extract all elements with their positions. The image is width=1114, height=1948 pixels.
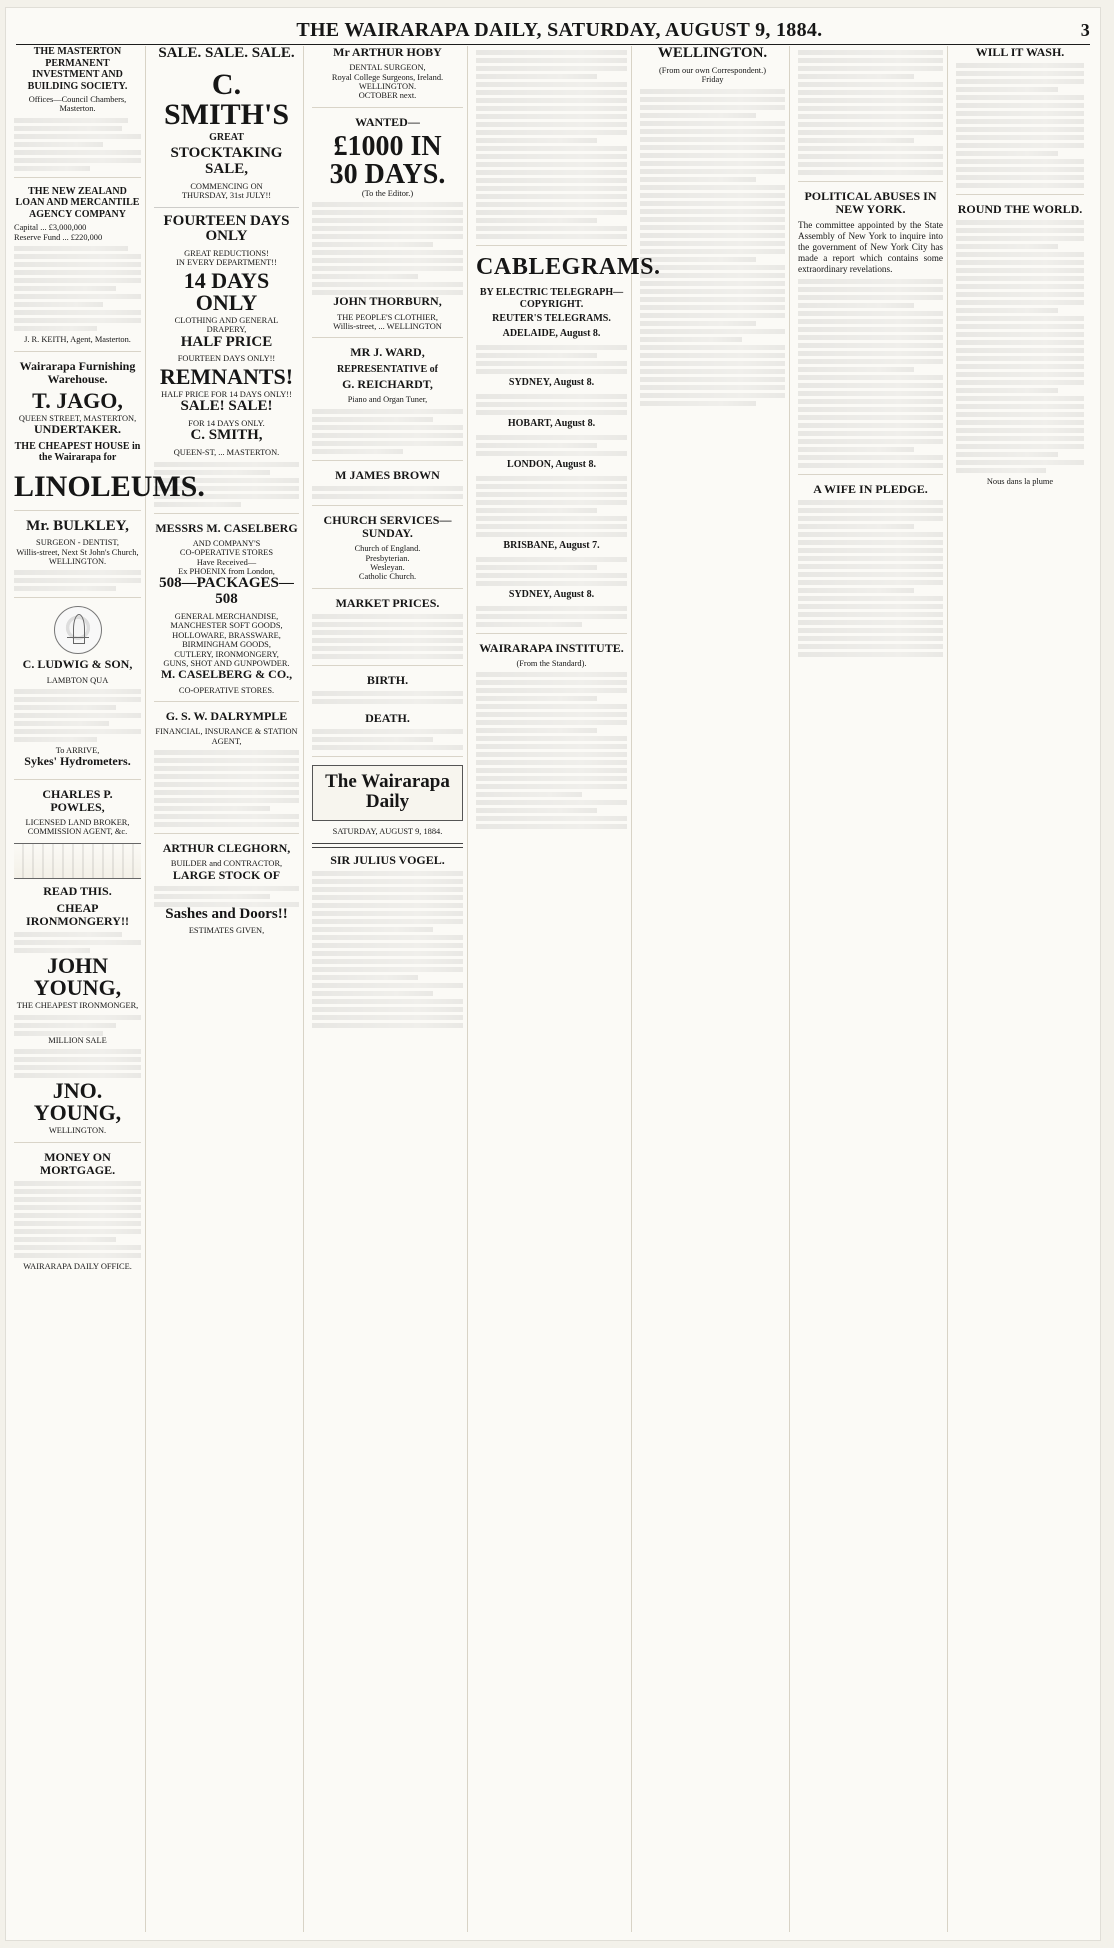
- heading-caselberg-co: M. CASELBERG & CO.,: [160, 667, 293, 682]
- heading-charles-powles: CHARLES P. POWLES,: [42, 786, 113, 814]
- heading-political-abuses: POLITICAL ABUSES IN NEW YORK.: [804, 189, 937, 217]
- to-arrive-line: To ARRIVE,: [55, 746, 100, 756]
- heading-sale: SALE. SALE. SALE.: [158, 45, 295, 61]
- political-abuses-snippet: The committee appointed by the State Assembly of New York to inquire into the government of New York City has made a report which contains some extraordinary revelations.: [798, 220, 943, 274]
- estimates-line: ESTIMATES GIVEN,: [188, 926, 265, 936]
- heading-reichardt: G. REICHARDT,: [342, 377, 433, 392]
- heading-mr-j-ward: MR J. WARD,: [350, 345, 425, 360]
- royal-college-line: Royal College Surgeons, Ireland.: [331, 72, 444, 82]
- heading-wife-in-pledge: A WIFE IN PLEDGE.: [813, 481, 928, 496]
- column-6: [798, 46, 948, 1932]
- round-world-snippet: Nous dans la plume: [986, 477, 1054, 487]
- heading-tjago: T. JAGO,: [32, 387, 123, 413]
- heading-sir-julius-vogel: SIR JULIUS VOGEL.: [330, 852, 445, 867]
- correspondent-line: (From our own Correspondent.): [659, 65, 766, 75]
- heading-john-young: JOHN YOUNG,: [33, 953, 122, 1001]
- fourteen-days-line: FOURTEEN DAYS ONLY!!: [177, 354, 276, 364]
- financial-line: FINANCIAL, INSURANCE & STATION AGENT,: [155, 727, 298, 746]
- heading-half-price: HALF PRICE: [180, 333, 273, 350]
- column-5: [640, 46, 790, 1932]
- masthead: [16, 16, 1090, 45]
- capital-line: Capital ... £3,000,000: [14, 223, 87, 233]
- willis-street-line: Willis-street, Next St John's Church, WELLINGTON.: [16, 547, 139, 567]
- heading-wellington: WELLINGTON.: [657, 45, 768, 61]
- snippet-offices: Offices—Council Chambers, Masterton.: [28, 95, 127, 114]
- heading-sykes-hydrometers: Sykes' Hydrometers.: [24, 754, 131, 769]
- for-14-days-line: FOR 14 DAYS ONLY.: [188, 419, 265, 428]
- heading-money-on-mortgage: MONEY ON MORTGAGE.: [39, 1149, 116, 1177]
- wellington-line: WELLINGTON.: [48, 1126, 107, 1136]
- ornament-band: [14, 843, 141, 879]
- half-price-line: HALF PRICE FOR 14 DAYS ONLY!!: [161, 389, 292, 399]
- queen-st-line: QUEEN-ST, ... MASTERTON.: [173, 448, 280, 458]
- column-1: [14, 46, 205, 1932]
- dateline-london: LONDON, August 8.: [507, 458, 596, 470]
- heading-14-days-only: 14 DAYS ONLY: [183, 267, 270, 315]
- heading-will-it-wash: WILL IT WASH.: [975, 45, 1065, 59]
- heading-linoleums: LINOLEUMS.: [14, 469, 205, 503]
- manchester-line: MANCHESTER SOFT GOODS,: [170, 621, 283, 631]
- heading-c-smiths: C. SMITH'S: [163, 67, 290, 131]
- queen-street-line: QUEEN STREET, MASTERTON,: [18, 413, 137, 423]
- editor-line: (To the Editor.): [361, 189, 414, 198]
- october-line: OCTOBER next.: [358, 91, 417, 101]
- column-7: [956, 46, 1088, 1932]
- page-number: 3: [1080, 19, 1090, 40]
- holloware-line: HOLLOWARE, BRASSWARE,: [172, 630, 281, 640]
- peoples-clothier-line: THE PEOPLE'S CLOTHIER,: [337, 312, 438, 322]
- reserve-fund-line: Reserve Fund ... £220,000: [14, 232, 103, 242]
- heading-death: DEATH.: [365, 711, 410, 726]
- dental-surgeon-line: DENTAL SURGEON,: [349, 63, 426, 73]
- masthead-title: THE WAIRARAPA DAILY, SATURDAY, AUGUST 9, 1884.: [296, 18, 823, 41]
- heading-cheap-ironmongery: CHEAP IRONMONGERY!!: [26, 901, 129, 929]
- land-broker-line: LICENSED LAND BROKER, COMMISSION AGENT, &c.: [25, 818, 130, 837]
- heading-market-prices: MARKET PRICES.: [335, 595, 440, 610]
- guns-line: GUNS, SHOT AND GUNPOWDER.: [163, 658, 290, 668]
- agent-line: J. R. KEITH, Agent, Masterton.: [24, 335, 131, 345]
- commencing-line: COMMENCING ON: [190, 181, 263, 191]
- dateline-sydney-1: SYDNEY, August 8.: [508, 376, 595, 388]
- from-standard-line: (From the Standard).: [516, 658, 587, 668]
- great-reductions-line: GREAT REDUCTIONS!: [184, 249, 269, 259]
- general-merchandise-line: GENERAL MERCHANDISE,: [174, 611, 279, 621]
- heading-representative: REPRESENTATIVE of: [336, 363, 439, 375]
- heading-furnishing-warehouse: Wairarapa Furnishing Warehouse.: [19, 358, 136, 386]
- watch-emblem: [54, 606, 102, 654]
- catholic-line: Catholic Church.: [358, 572, 417, 582]
- heading-church-services: CHURCH SERVICES—SUNDAY.: [323, 512, 452, 541]
- heading-30-days: 30 DAYS.: [329, 159, 446, 190]
- columns: [14, 46, 1092, 1932]
- heading-1000: £1000 IN: [333, 131, 442, 162]
- company-line: AND COMPANY'S: [192, 538, 261, 548]
- heading-jno-young: JNO. YOUNG,: [33, 1078, 122, 1126]
- phoenix-line: Ex PHOENIX from London,: [178, 566, 275, 576]
- cheapest-ironmonger-line: THE CHEAPEST IRONMONGER,: [16, 1001, 139, 1011]
- million-sale-line: MILLION SALE: [48, 1035, 107, 1045]
- builder-line: BUILDER and CONTRACTOR,: [170, 859, 283, 869]
- wellington-line-hoby: WELLINGTON.: [358, 82, 417, 91]
- heading-great: GREAT: [209, 131, 244, 143]
- heading-cablegrams: CABLEGRAMS.: [476, 254, 661, 280]
- dateline-hobart: HOBART, August 8.: [507, 417, 596, 429]
- heading-sashes-doors: Sashes and Doors!!: [165, 905, 288, 922]
- newspaper-page: [6, 8, 1100, 1940]
- dateline-sydney-2: SYDNEY, August 8.: [508, 588, 595, 600]
- dateline-brisbane: BRISBANE, August 7.: [503, 539, 600, 551]
- heading-james-brown: M JAMES BROWN: [335, 467, 440, 482]
- heading-wairarapa-daily: The Wairarapa Daily: [325, 771, 450, 813]
- have-received-line: Have Received—: [196, 557, 257, 567]
- heading-investment-society: THE MASTERTON PERMANENT INVESTMENT AND BUILDING SOCIETY.: [27, 46, 128, 92]
- heading-c-smith: C. SMITH,: [190, 427, 263, 444]
- heading-large-stock: LARGE STOCK OF: [172, 867, 281, 882]
- heading-bulkley: Mr. BULKLEY,: [26, 517, 129, 534]
- cutlery-line: CUTLERY, IRONMONGERY,: [174, 649, 279, 659]
- heading-sale-sale: SALE! SALE!: [180, 398, 273, 415]
- column-4: [476, 46, 661, 1932]
- heading-read-this: READ THIS.: [43, 883, 112, 898]
- piano-organ-line: Piano and Organ Tuner,: [347, 395, 428, 405]
- wairarapa-daily-office-line: WAIRARAPA DAILY OFFICE.: [23, 1262, 132, 1271]
- heading-hoby: Mr ARTHUR HOBY: [333, 45, 442, 59]
- co-op-stores-line: CO-OPERATIVE STORES.: [178, 685, 275, 695]
- heading-remnants: REMNANTS!: [159, 363, 294, 389]
- column-3: [312, 46, 468, 1932]
- heading-wanted: WANTED—: [355, 114, 420, 129]
- heading-undertaker: UNDERTAKER.: [33, 422, 122, 437]
- birmingham-line: BIRMINGHAM GOODS,: [182, 640, 271, 650]
- heading-dalrymple: G. S. W. DALRYMPLE: [165, 708, 288, 723]
- heading-fourteen-days: FOURTEEN DAYS ONLY: [163, 212, 290, 245]
- friday-line: Friday: [701, 75, 724, 85]
- heading-messrs-caselberg: MESSRS M. CASELBERG: [155, 520, 298, 535]
- heading-round-the-world: ROUND THE WORLD.: [957, 202, 1083, 217]
- willis-street-line-2: Willis-street, ... WELLINGTON: [333, 322, 442, 331]
- clothing-line: CLOTHING AND GENERAL DRAPERY,: [174, 315, 279, 335]
- heading-packages: 508—PACKAGES—508: [159, 575, 294, 608]
- lambton-line: LAMBTON QUA: [46, 675, 109, 685]
- paper-banner: [312, 765, 463, 821]
- wesleyan-line: Wesleyan.: [370, 563, 405, 573]
- church-of-england-line: Church of England.: [354, 544, 421, 554]
- surgeon-dentist-line: SURGEON - DENTIST,: [36, 538, 119, 548]
- every-department-line: IN EVERY DEPARTMENT!!: [176, 258, 277, 268]
- heading-wairarapa-institute: WAIRARAPA INSTITUTE.: [479, 640, 624, 655]
- heading-stocktaking-sale: STOCKTAKING SALE,: [170, 145, 283, 177]
- thursday-line: THURSDAY, 31st JULY!!: [181, 191, 272, 201]
- heading-ludwig: C. LUDWIG & SON,: [22, 657, 133, 672]
- coop-stores-line: CO-OPERATIVE STORES: [179, 548, 274, 558]
- heading-birth: BIRTH.: [366, 673, 409, 688]
- column-2: [154, 46, 304, 1932]
- heading-john-thorburn: JOHN THORBURN,: [333, 294, 442, 309]
- heading-cheapest-house: THE CHEAPEST HOUSE in the Wairarapa for: [14, 440, 141, 463]
- heading-electric-telegraph: BY ELECTRIC TELEGRAPH—COPYRIGHT.: [479, 287, 624, 310]
- heading-cleghorn: ARTHUR CLEGHORN,: [162, 840, 291, 855]
- date-line: SATURDAY, AUGUST 9, 1884.: [332, 827, 443, 837]
- heading-nz-loan: THE NEW ZEALAND LOAN AND MERCANTILE AGENCY COMPANY: [15, 185, 140, 220]
- heading-reuters: REUTER'S TELEGRAMS.: [492, 313, 611, 324]
- dateline-adelaide: ADELAIDE, August 8.: [502, 327, 601, 339]
- presbyterian-line: Presbyterian.: [365, 553, 410, 563]
